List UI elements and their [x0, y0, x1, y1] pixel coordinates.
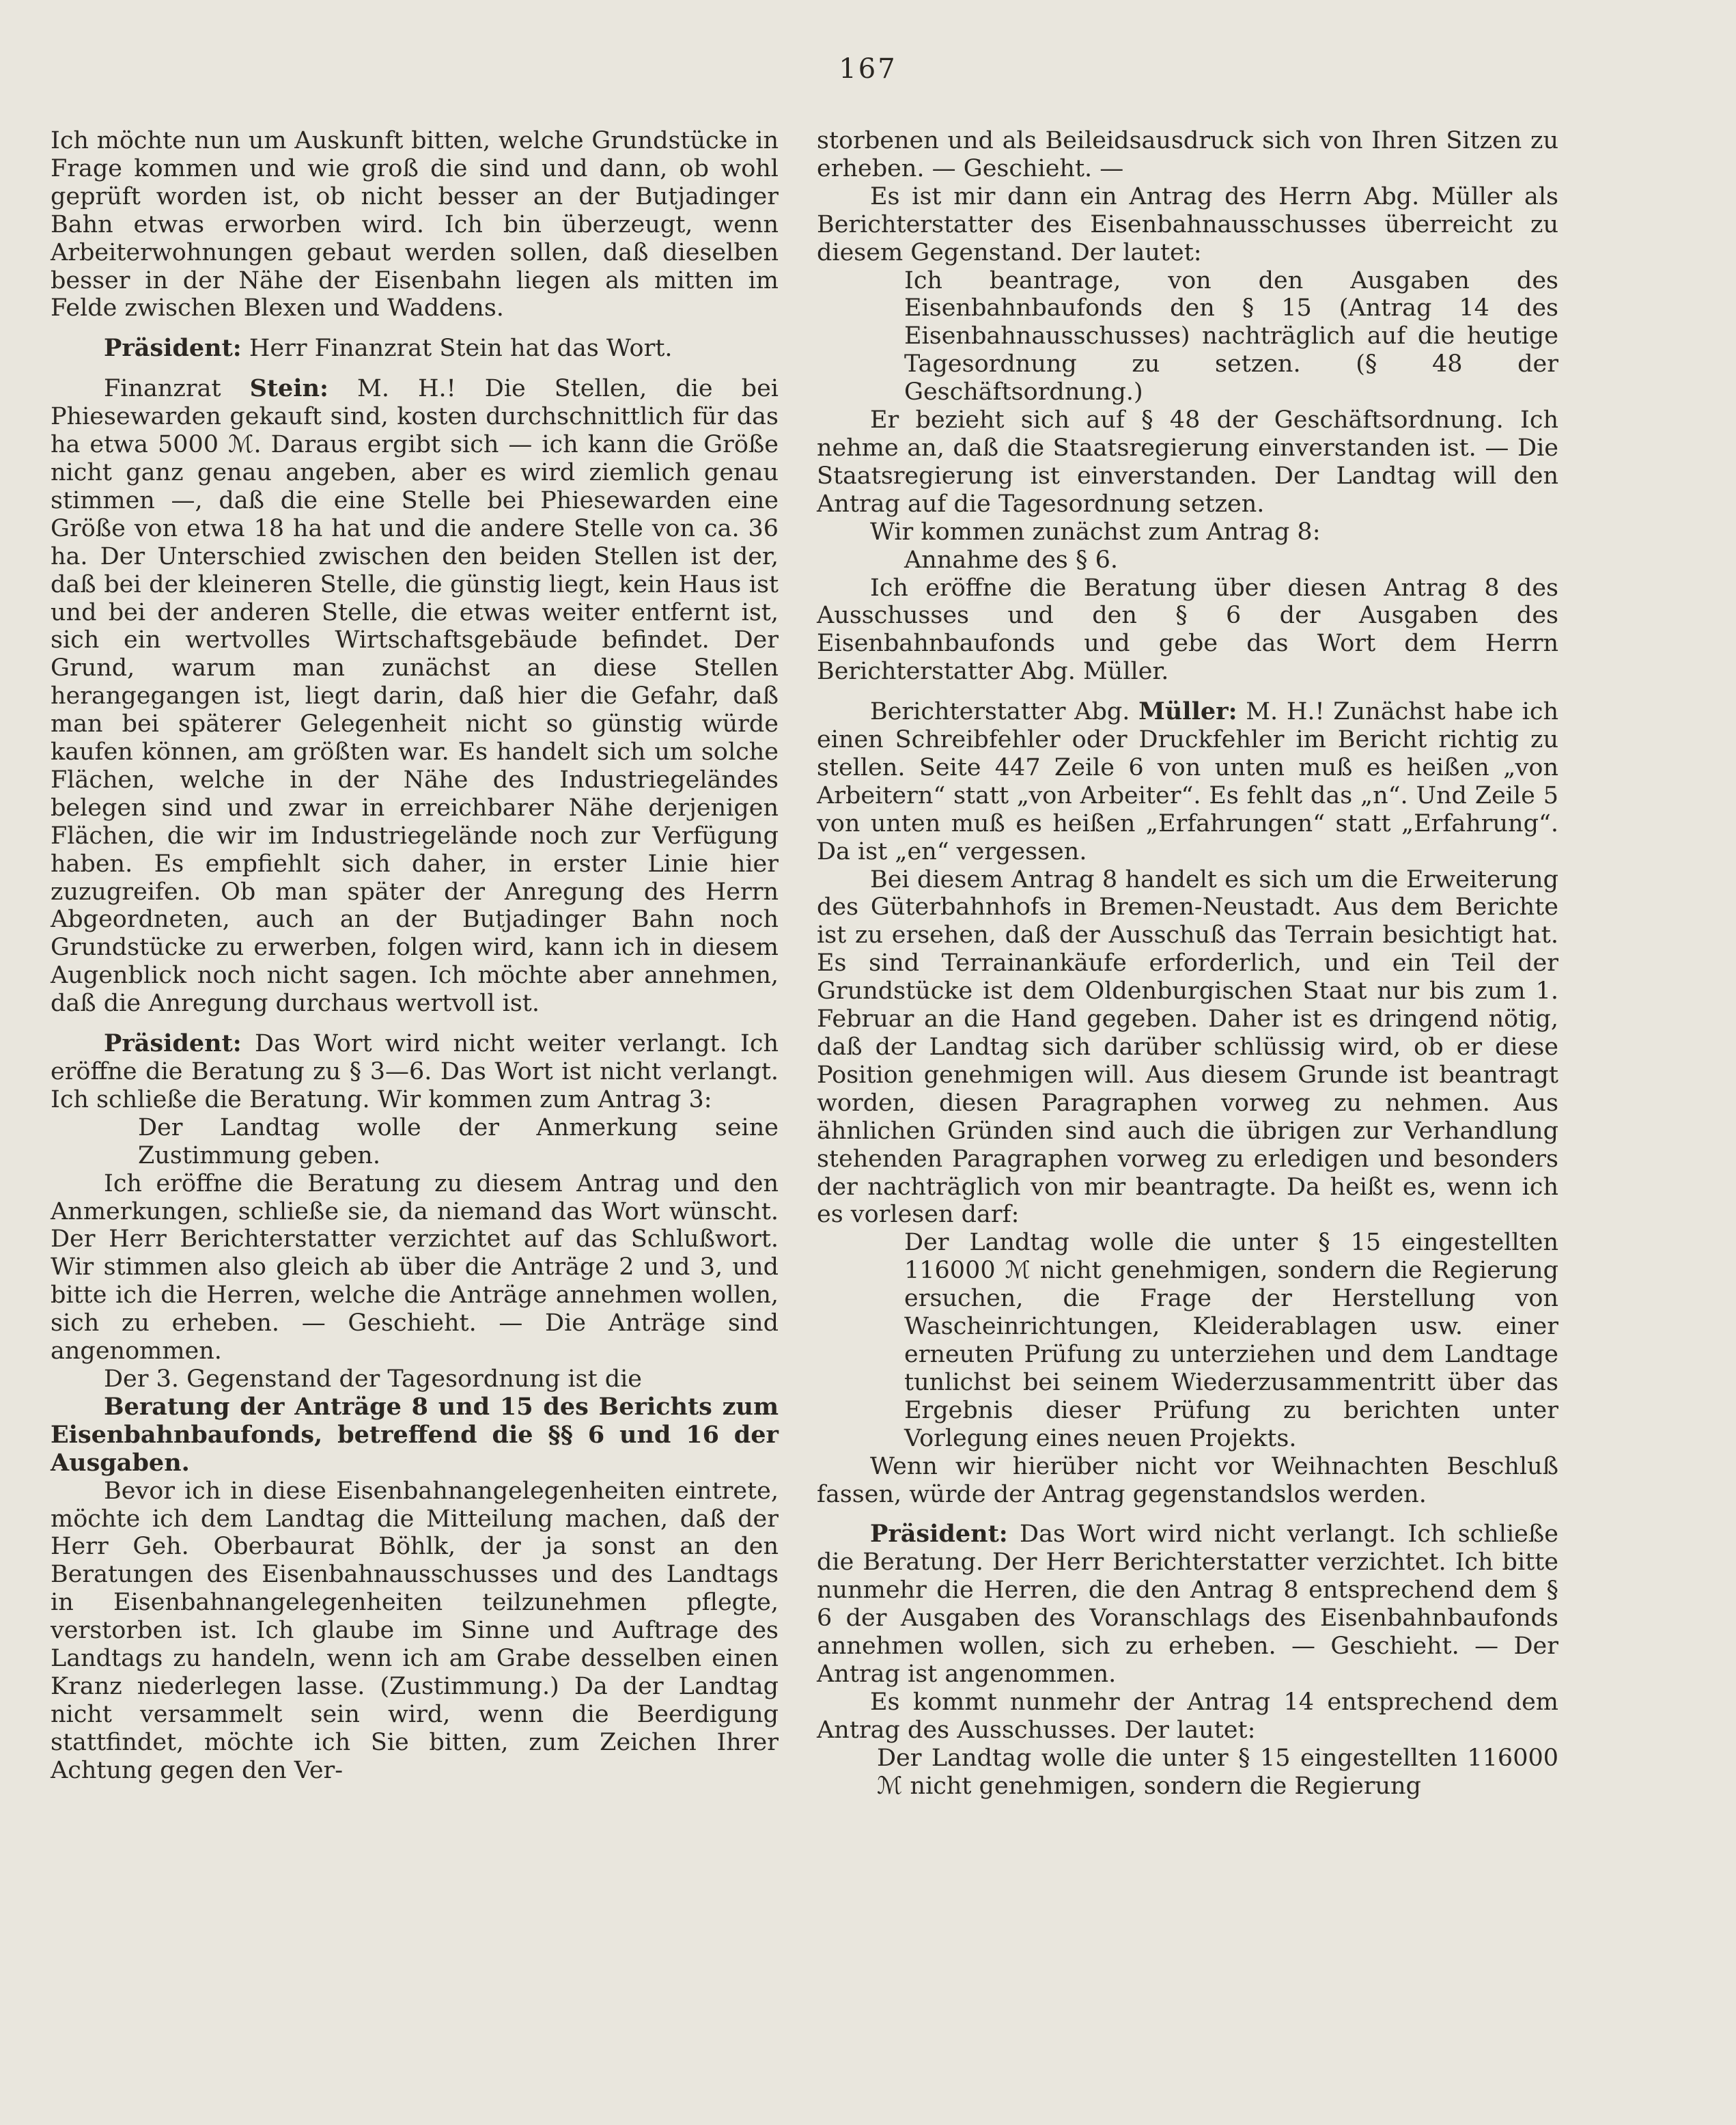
speech-text: Herr Finanzrat Stein hat das Wort. — [249, 335, 673, 363]
speech-paragraph — [817, 698, 1558, 865]
speech-paragraph — [817, 1520, 1558, 1688]
paragraph: Der 3. Gegenstand der Tagesordnung ist die — [104, 1365, 643, 1393]
speech-text: Das Wort wird nicht weiter verlangt. Ich eröffne die Beratung zu § 3—6. Das Wort ist nicht verlangt. Ich schließe die Beratung. Wir kommen zum Antrag 3: — [51, 1030, 779, 1113]
paragraph: Wir kommen zunächst zum Antrag 8: — [870, 518, 1321, 546]
paragraph: Er bezieht sich auf § 48 der Geschäftsordnung. Ich nehme an, daß die Staatsregierung einverstanden ist. — Die Staatsregierung ist einverstanden. Der Landtag will den Antrag auf die Tagesordnung setzen. — [817, 406, 1558, 518]
right-column — [817, 127, 1558, 1800]
left-column — [51, 127, 779, 1785]
paragraph: Bevor ich in diese Eisenbahnangelegenheiten eintrete, möchte ich dem Landtag die Mitteilung machen, daß der Herr Geh. Oberbaurat Böhlk, der ja sonst an den Beratungen des Eisenbahnausschusses und des Landtags in Eisenbahnangelegenheiten teilzunehmen pflegte, verstorben ist. Ich glaube im Sinne und Auftrage des Landtags zu handeln, wenn ich am Grabe desselben einen Kranz niederlegen lasse. (Zustimmung.) Da der Landtag nicht versammelt sein wird, wenn die Beerdigung stattfindet, möchte ich Sie bitten, zum Zeichen Ihrer Achtung gegen den Ver- — [51, 1477, 779, 1784]
motion-quote: Der Landtag wolle die unter § 15 eingestellten 116000 ℳ nicht genehmigen, sondern die Regierung ersuchen, die Frage der Herstellung von Wascheinrichtungen, Kleiderablagen usw. einer erneuten Prüfung zu unterziehen und dem Landtage tunlichst bei seinem Wiederzusammentritt über das Ergebnis dieser Prüfung zu berichten unter Vorlegung eines neuen Projekts. — [904, 1229, 1558, 1452]
paragraph: Wenn wir hierüber nicht vor Weihnachten Beschluß fassen, würde der Antrag gegenstandslos werden. — [817, 1452, 1558, 1508]
speaker-name: Präsident: — [870, 1520, 1008, 1548]
speaker-name: Präsident: — [104, 334, 242, 363]
motion-quote: Annahme des § 6. — [904, 546, 1119, 574]
paragraph: Bei diesem Antrag 8 handelt es sich um die Erweiterung des Güterbahnhofs in Bremen-Neustadt. Aus dem Berichte ist zu ersehen, daß der Ausschuß das Terrain besichtigt hat. Es sind Terrainankäufe erforderlich, und ein Teil der Grundstücke ist dem Oldenburgischen Staat nur bis zum 1. Februar an die Hand gegeben. Daher ist es dringend nötig, daß der Landtag sich darüber schlüssig wird, ob er diese Position genehmigen will. Aus diesem Grunde ist beantragt worden, diesen Paragraphen vorweg zu nehmen. Aus ähnlichen Gründen sind auch die übrigen zur Verhandlung stehenden Paragraphen vorweg zu erledigen und besonders der nachträglich von mir beantragte. Da heißt es, wenn ich es vorlesen darf: — [817, 865, 1558, 1229]
page-number: 167 — [839, 53, 897, 85]
paragraph: Es ist mir dann ein Antrag des Herrn Abg. Müller als Berichterstatter des Eisenbahnausschusses überreicht zu diesem Gegenstand. Der lautet: — [817, 182, 1558, 266]
speaker-title: Finanzrat — [104, 375, 250, 403]
speech-paragraph — [51, 1030, 779, 1114]
speech-text: M. H.! Die Stellen, die bei Phiesewarden gekauft sind, kosten durchschnittlich für das ha etwa 5000 ℳ. Daraus ergibt sich — ich kann die Größe nicht ganz genau angeben, aber es wird ziemlich genau stimmen —, daß die eine Stelle bei Phiesewarden eine Größe von etwa 18 ha hat und die andere Stelle von ca. 36 ha. Der Unterschied zwischen den beiden Stellen ist der, daß bei der kleineren Stelle, die günstig liegt, kein Haus ist und bei der anderen Stelle, die etwas weiter entfernt ist, sich ein wertvolles Wirtschaftsgebäude befindet. Der Grund, warum man zunächst an diese Stellen herangegangen ist, liegt darin, daß hier die Gefahr, daß man bei späterer Gelegenheit nicht so günstig würde kaufen können, am größten war. Es handelt sich um solche Flächen, welche in der Nähe des Industriegeländes belegen sind und zwar in erreichbarer Nähe derjenigen Flächen, die wir im Industriegelände noch zur Verfügung haben. Es empfiehlt sich daher, in erster Linie hier zuzugreifen. Ob man später der Anregung des Herrn Abgeordneten, auch an der Butjadinger Bahn noch Grundstücke zu erwerben, folgen wird, kann ich in diesem Augenblick noch nicht sagen. Ich möchte aber annehmen, daß die Anregung durchaus wertvoll ist. — [51, 375, 779, 1018]
speech-text: Das Wort wird nicht verlangt. Ich schließe die Beratung. Der Herr Berichterstatter verzichtet. Ich bitte nunmehr die Herren, die den Antrag 8 entsprechend dem § 6 der Ausgaben des Voranschlags des Eisenbahnbaufonds annehmen wollen, sich zu erheben. — Geschieht. — Der Antrag ist angenommen. — [817, 1520, 1558, 1688]
paragraph: storbenen und als Beileidsausdruck sich von Ihren Sitzen zu erheben. — Geschieht. — — [817, 127, 1558, 182]
speech-paragraph — [51, 375, 779, 1018]
paragraph: Es kommt nunmehr der Antrag 14 entsprechend dem Antrag des Ausschusses. Der lautet: — [817, 1688, 1558, 1744]
speaker-title: Berichterstatter Abg. — [870, 698, 1139, 726]
speech-paragraph — [51, 335, 779, 363]
speaker-name: Stein: — [249, 374, 328, 403]
motion-quote: Ich beantrage, von den Ausgaben des Eisenbahnbaufonds den § 15 (Antrag 14 des Eisenbahnausschusses) nachträglich auf die heutige Tagesordnung zu setzen. (§ 48 der Geschäftsordnung.) — [904, 266, 1558, 406]
agenda-heading: Beratung der Anträge 8 und 15 des Berichts zum Eisenbahnbaufonds, betreffend die §§ 6 und 16 der Ausgaben. — [51, 1392, 779, 1477]
motion-quote: Der Landtag wolle die unter § 15 eingestellten 116000 ℳ nicht genehmigen, sondern die Regierung — [877, 1744, 1558, 1800]
motion-quote: Der Landtag wolle der Anmerkung seine Zustimmung geben. — [138, 1113, 779, 1169]
speech-text: M. H.! Zunächst habe ich einen Schreibfehler oder Druckfehler im Bericht richtig zu stellen. Seite 447 Zeile 6 von unten muß es heißen „von Arbeitern“ statt „von Arbeiter“. Es fehlt das „n“. Und Zeile 5 von unten muß es heißen „Erfahrungen“ statt „Erfahrung“. Da ist „en“ vergessen. — [817, 698, 1558, 865]
paragraph: Ich eröffne die Beratung über diesen Antrag 8 des Ausschusses und den § 6 der Ausgaben des Eisenbahnbaufonds und gebe das Wort dem Herrn Berichterstatter Abg. Müller. — [817, 574, 1558, 686]
paragraph: Ich eröffne die Beratung zu diesem Antrag und den Anmerkungen, schließe sie, da niemand das Wort wünscht. Der Herr Berichterstatter verzichtet auf das Schlußwort. Wir stimmen also gleich ab über die Anträge 2 und 3, und bitte ich die Herren, welche die Anträge annehmen wollen, sich zu erheben. — Geschieht. — Die Anträge sind angenommen. — [51, 1169, 779, 1365]
speaker-name: Präsident: — [104, 1029, 242, 1058]
speaker-name: Müller: — [1138, 697, 1237, 726]
paragraph: Ich möchte nun um Auskunft bitten, welche Grundstücke in Frage kommen und wie groß die sind und dann, ob wohl geprüft worden ist, ob nicht besser an der Butjadinger Bahn etwas erworben wird. Ich bin überzeugt, wenn Arbeiterwohnungen gebaut werden sollen, daß dieselben besser in der Nähe der Eisenbahn liegen als mitten im Felde zwischen Blexen und Waddens. — [51, 127, 779, 322]
